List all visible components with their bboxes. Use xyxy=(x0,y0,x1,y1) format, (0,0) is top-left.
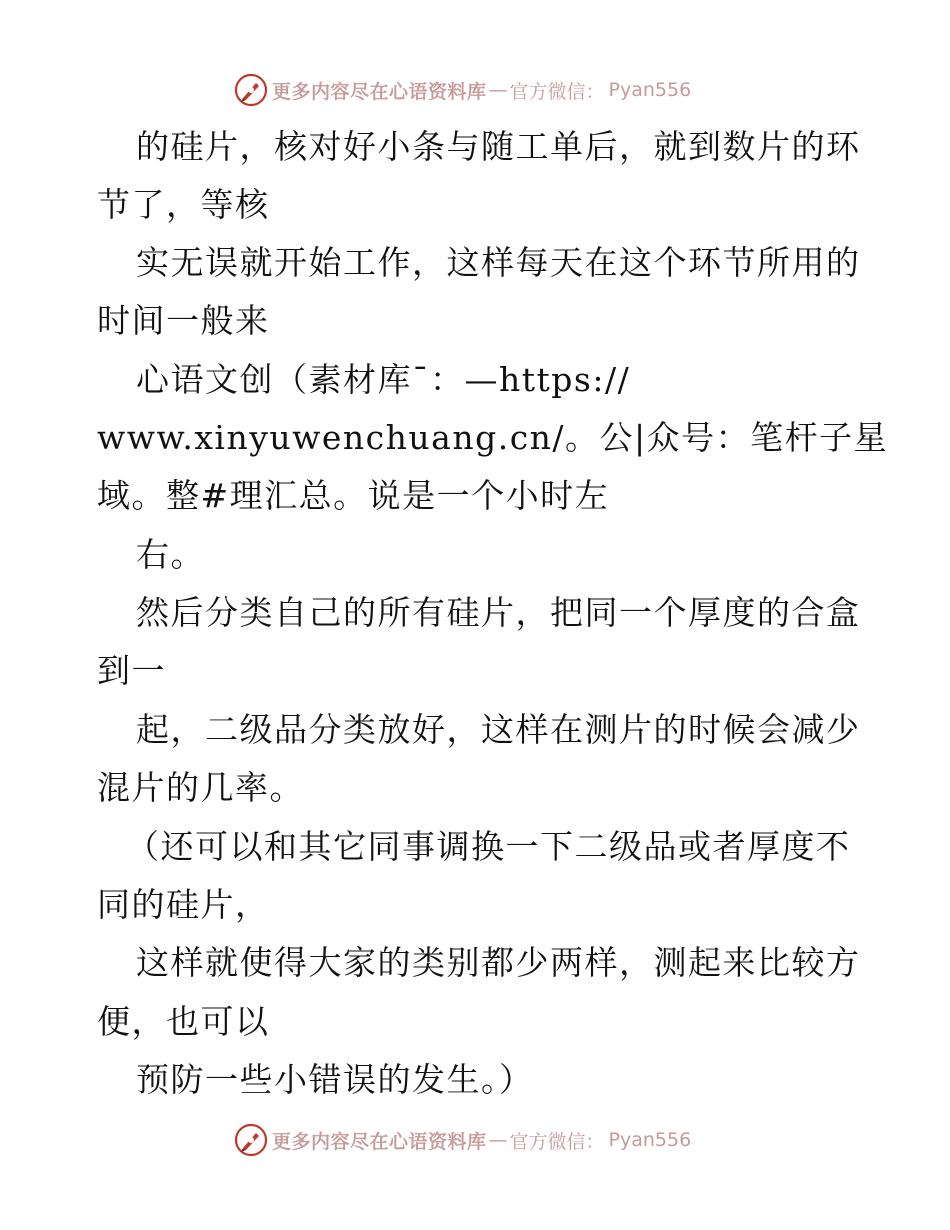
watermark-wechat-label: 官方微信： xyxy=(509,80,605,103)
body-line: （还可以和其它同事调换一下二级品或者厚度不 xyxy=(126,827,851,866)
body-line: 节了，等核 xyxy=(97,185,270,224)
footer-watermark xyxy=(234,1120,691,1160)
watermark-wechat-id: Pyan556 xyxy=(608,1129,692,1151)
body-line: 然后分类自己的所有硅片，把同一个厚度的合盒 xyxy=(136,593,861,632)
watermark-dash: — xyxy=(488,79,508,101)
watermark-brand-text: 更多内容尽在心语资料库 xyxy=(272,1130,487,1153)
pen-logo-icon xyxy=(234,73,268,107)
body-line: 右。 xyxy=(136,535,205,574)
body-line: 便，也可以 xyxy=(97,1002,270,1041)
body-line: 的硅片，核对好小条与随工单后，就到数片的环 xyxy=(136,127,861,166)
body-line: 这样就使得大家的类别都少两样，测起来比较方 xyxy=(136,943,861,982)
watermark-dash: — xyxy=(488,1129,508,1151)
body-line: 实无误就开始工作，这样每天在这个环节所用的 xyxy=(136,243,861,282)
watermark-wechat-id: Pyan556 xyxy=(608,79,692,101)
body-line: 预防一些小错误的发生。） xyxy=(136,1060,534,1099)
body-line: 到一 xyxy=(97,651,166,690)
pen-logo-icon xyxy=(234,1123,268,1157)
body-line: 起，二级品分类放好，这样在测片的时候会减少 xyxy=(136,710,861,749)
body-line: 混片的几率。 xyxy=(97,768,304,807)
body-line: 同的硅片， xyxy=(97,885,270,924)
watermark-brand-text: 更多内容尽在心语资料库 xyxy=(272,80,487,103)
header-watermark xyxy=(234,70,691,110)
body-line: 心语文创（素材库¯：—https:// xyxy=(136,360,631,399)
body-line: 域。整#理汇总。说是一个小时左 xyxy=(97,476,610,515)
body-line: www.xinyuwenchuang.cn/。公|众号：笔杆子星 xyxy=(97,418,889,457)
watermark-wechat-label: 官方微信： xyxy=(509,1130,605,1153)
body-line: 时间一般来 xyxy=(97,301,270,340)
